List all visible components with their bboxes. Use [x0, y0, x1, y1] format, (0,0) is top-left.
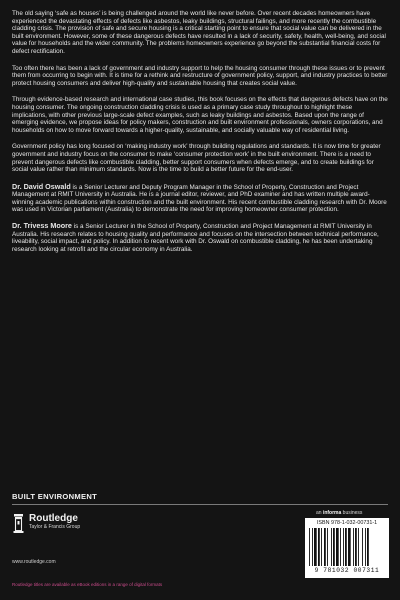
- publisher-group: Taylor & Francis Group: [29, 524, 81, 530]
- routledge-logo-icon: [12, 513, 25, 534]
- publisher-name: Routledge: [29, 513, 78, 524]
- divider: [12, 504, 388, 505]
- isbn-label: ISBN 978-1-032-00731-1: [316, 520, 378, 526]
- author-bio: [12, 222, 388, 253]
- barcode-number: 9 781032 007311: [314, 567, 380, 574]
- informa-brand: informa: [322, 510, 342, 516]
- blurb-paragraph: Government policy has long focused on ‘making industry work’ through building regulations and standards. It is now time for greater government and industry focus on the consumer to make ‘consumer protection work’ in the built environment. There is a need to prevent dangerous defects like combustible cladding, better support consumers when defects emerge, and to create buildings for social value rather than minimum standards. Now is the time to build a better future for the end-user.: [12, 143, 381, 174]
- back-cover-text: [12, 10, 388, 261]
- blurb-paragraph: Through evidence-based research and international case studies, this book focuses on the effects that dangerous defects have on the housing consumer. The ongoing construction cladding crisis is used as a primary case study throughout to highlight these implications, with other previous large-scale defect examples, such as leaky buildings and asbestos. Based upon the range of emerging evidence, we propose ideas for policy makers, construction and built environment professionals, owners corporations, and households on how to move forward towards a higher-quality, sustainable, and socially valuable way of residential living.: [12, 96, 388, 134]
- author-bio-text: is a Senior Lecturer in the School of Property, Construction and Project Management at RMIT University in Australia. His research relates to housing quality and performance and focuses on the intersection between technical performance, liveability, social impact, and policy. In addition to recent work with Dr. Oswald on combustible cladding, he has been undertaking research looking at retrofit and the circular economy in Australia.: [12, 223, 379, 253]
- author-name: Dr. David Oswald: [12, 181, 71, 191]
- barcode: [305, 518, 389, 578]
- author-name: Dr. Trivess Moore: [12, 221, 72, 231]
- blurb-paragraph: Too often there has been a lack of government and industry support to help the housing consumer through these issues or to prevent them from occurring to begin with. It is time for a rethink and restructure of government policy, support, and industry practices to better protect housing consumers and deliver high-quality and sustainable housing that creates social value.: [12, 64, 388, 87]
- barcode-bars: [309, 528, 385, 566]
- publisher-logo: [12, 513, 80, 534]
- author-bio: [12, 183, 388, 214]
- author-bio-text: is a Senior Lecturer and Deputy Program Manager in the School of Property, Construction and Project Management at RMIT University in Australia. He is a journal editor, reviewer, and PhD examiner and has written multiple award-winning academic publications within construction and the built environment. His recent combustible cladding research with Dr. Moore was used in Victorian parliament (Australia) to demonstrate the need for improving homeowner consumer protection.: [12, 183, 387, 214]
- ebook-note: Routledge titles are available as eBook editions in a range of digital formats: [12, 582, 163, 587]
- publisher-website[interactable]: www.routledge.com: [12, 559, 56, 565]
- informa-tagline: an informa business: [316, 510, 363, 516]
- subject-category: BUILT ENVIRONMENT: [12, 492, 98, 501]
- blurb-paragraph: The old saying ‘safe as houses’ is being challenged around the world like never before. Over recent decades homeowners have experienced the devastating effects of defects like asbestos, leaky buildings, structural failings, and more recently the combustible cladding crisis. The provision of safe and secure housing is a critical starting point to ensure that social value can be delivered in the built environment. However, some of these dangerous defects have resulted in a lack of security, safety, health, well-being, and social value for households and the wider community. The problems homeowners experience go beyond the substantial financial costs for defect rectification.: [12, 10, 386, 55]
